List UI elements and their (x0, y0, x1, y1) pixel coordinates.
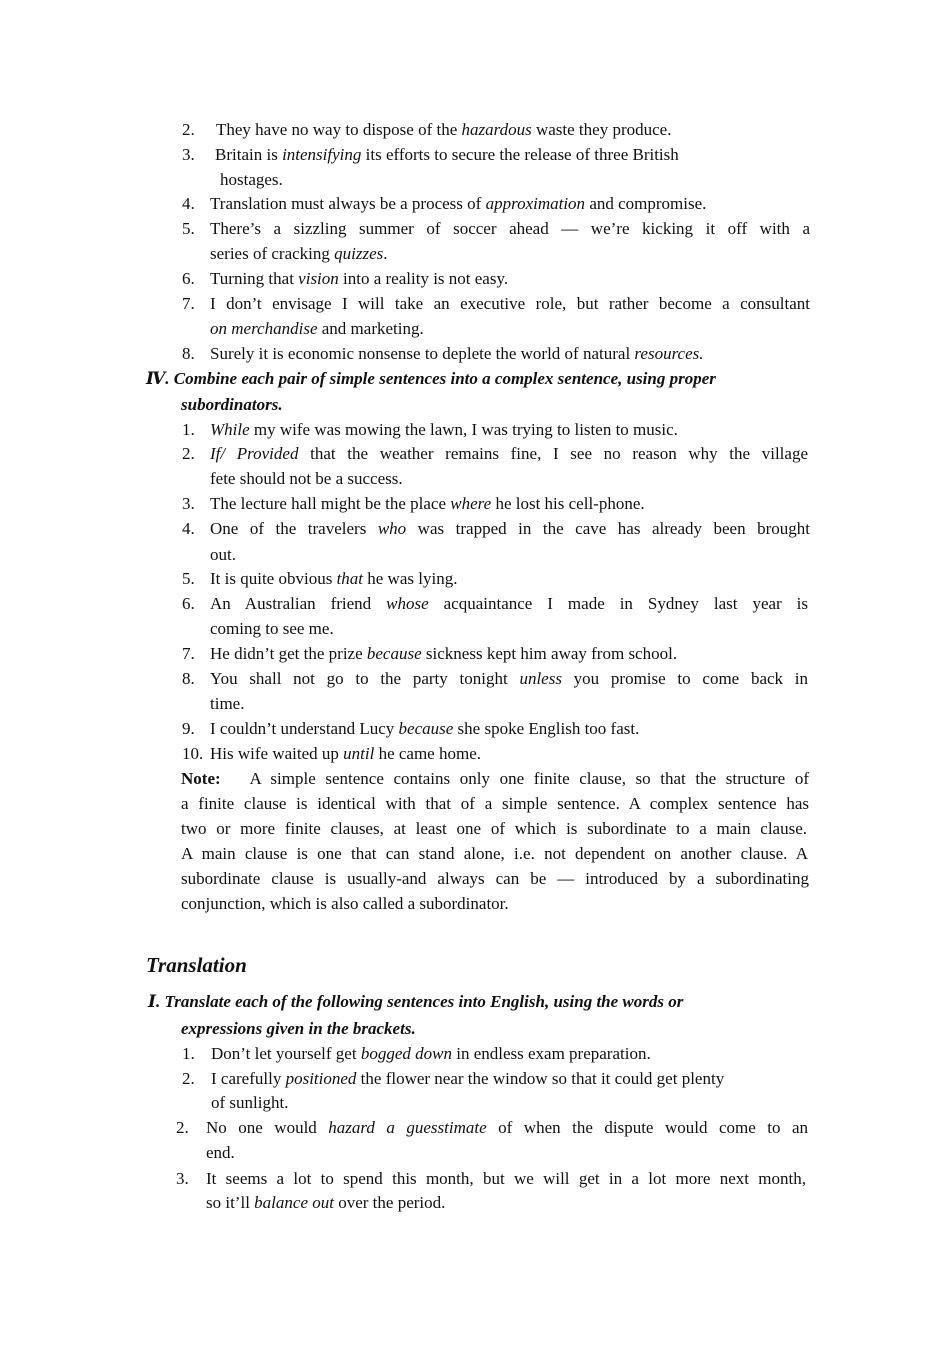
sentence-text: I couldn’t understand Lucy because she spoke English too fast. (210, 719, 640, 738)
item-number: 8. (182, 344, 195, 363)
sentence-text: No one would hazard a guesstimate of when the dispute would come to an (206, 1118, 809, 1137)
section-title: Translation (146, 953, 247, 977)
sentence-continuation: on merchandise and marketing. (210, 319, 424, 338)
note-line: conjunction, which is also called a subordinator. (181, 894, 509, 913)
item-number: 2. (182, 120, 195, 139)
sentence-text: Don’t let yourself get bogged down in endless exam preparation. (211, 1044, 651, 1063)
sentence-continuation: coming to see me. (210, 619, 334, 638)
item-number: 3. (182, 145, 195, 164)
item-number: 4. (182, 194, 195, 213)
section-heading: Ⅳ. Combine each pair of simple sentences into a complex sentence, using proper (146, 369, 716, 388)
sentence-text: It is quite obvious that he was lying. (210, 569, 458, 588)
sentence-continuation: time. (210, 694, 245, 713)
item-number: 6. (182, 269, 195, 288)
item-number: 2. (182, 444, 195, 463)
item-number: 2. (182, 1069, 195, 1088)
item-number: 5. (182, 219, 195, 238)
note-paragraph: Note: A simple sentence contains only one finite clause, so that the structure of (181, 769, 809, 788)
sentence-text: One of the travelers who was trapped in the cave has already been brought (210, 519, 810, 538)
sentence-continuation: hostages. (220, 170, 283, 189)
item-number: 7. (182, 644, 195, 663)
sentence-text: It seems a lot to spend this month, but we will get in a lot more next month, (206, 1169, 806, 1188)
sentence-text: While my wife was mowing the lawn, I was trying to listen to music. (210, 420, 678, 439)
note-line: subordinate clause is usually-and always can be — introduced by a subordinating (181, 869, 809, 888)
sentence-text: The lecture hall might be the place where he lost his cell-phone. (210, 494, 645, 513)
sentence-continuation: series of cracking quizzes. (210, 244, 388, 263)
item-number: 3. (176, 1169, 189, 1188)
sentence-text: There’s a sizzling summer of soccer ahead — we’re kicking it off with a (210, 219, 810, 238)
section-heading: Ⅰ. Translate each of the following sentences into English, using the words or (148, 992, 684, 1011)
sentence-continuation: fete should not be a success. (210, 469, 403, 488)
sentence-text: Britain is intensifying its efforts to secure the release of three British (215, 145, 679, 164)
sentence-text: You shall not go to the party tonight unless you promise to come back in (210, 669, 809, 688)
item-number: 6. (182, 594, 195, 613)
sentence-text: They have no way to dispose of the hazardous waste they produce. (216, 120, 672, 139)
note-line: a finite clause is identical with that of a simple sentence. A complex sentence has (181, 794, 809, 813)
note-line: A main clause is one that can stand alone, i.e. not dependent on another clause. A (181, 844, 808, 863)
sentence-text: Turning that vision into a reality is not easy. (210, 269, 509, 288)
item-number: 10. (182, 744, 204, 763)
sentence-continuation: end. (206, 1143, 235, 1162)
sentence-text: I don’t envisage I will take an executive role, but rather become a consultant (210, 294, 810, 313)
item-number: 1. (182, 1044, 195, 1063)
sentence-text: His wife waited up until he came home. (210, 744, 481, 763)
sentence-text: If/ Provided that the weather remains fine, I see no reason why the village (210, 444, 808, 463)
item-number: 2. (176, 1118, 189, 1137)
sentence-text: Translation must always be a process of approximation and compromise. (210, 194, 707, 213)
item-number: 9. (182, 719, 195, 738)
sentence-text: An Australian friend whose acquaintance I made in Sydney last year is (210, 594, 808, 613)
section-heading-continuation: expressions given in the brackets. (181, 1019, 416, 1038)
note-line: two or more finite clauses, at least one of which is subordinate to a main clause. (181, 819, 807, 838)
sentence-text: He didn’t get the prize because sickness kept him away from school. (210, 644, 678, 663)
section-heading-continuation: subordinators. (181, 395, 283, 414)
item-number: 5. (182, 569, 195, 588)
item-number: 1. (182, 420, 195, 439)
sentence-text: Surely it is economic nonsense to deplete the world of natural resources. (210, 344, 704, 363)
item-number: 8. (182, 669, 195, 688)
sentence-continuation: so it’ll balance out over the period. (206, 1193, 446, 1212)
item-number: 4. (182, 519, 195, 538)
sentence-text: I carefully positioned the flower near the window so that it could get plenty (211, 1069, 725, 1088)
item-number: 3. (182, 494, 195, 513)
note-label: Note: (181, 769, 221, 788)
sentence-continuation: out. (210, 545, 236, 564)
sentence-continuation: of sunlight. (211, 1093, 289, 1112)
item-number: 7. (182, 294, 195, 313)
